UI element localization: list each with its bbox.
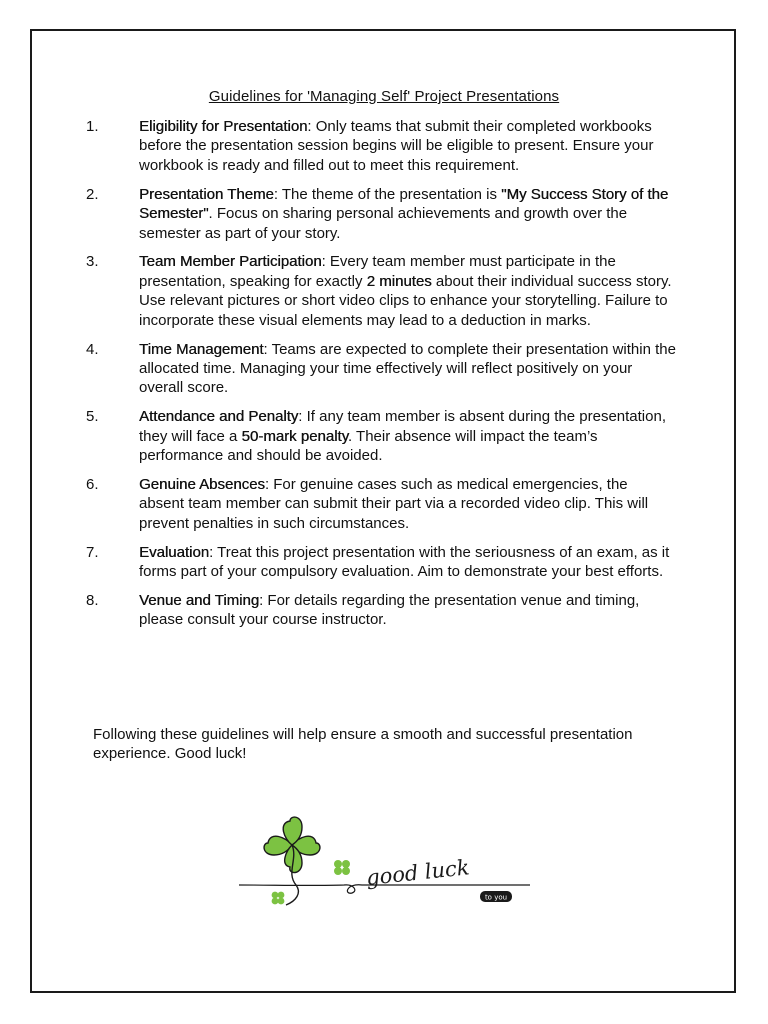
item-term: Venue and Timing (139, 592, 260, 610)
item-body (139, 185, 676, 243)
item-text: : Treat this project presentation with the seriousness of an exam, as it forms part of your compulsory evaluation. Aim to demonstrate your best efforts. (139, 543, 670, 581)
item-body (139, 407, 676, 465)
item-text-continued: about their individual success story. Use relevant pictures or short video clips to enhance your storytelling. Failure to incorporate these visual elements may lead to a deduction in marks. (139, 272, 672, 329)
item-term: Time Management (139, 340, 264, 358)
item-text: : Only teams that submit their completed workbooks before the presentation session begins will be eligible to present. Ensure your workbook is ready and filled out to meet this requirement. (139, 118, 654, 174)
good-luck-text: good luck (365, 855, 471, 890)
four-leaf-clover-icon (264, 817, 320, 905)
list-item (86, 185, 676, 243)
item-body (139, 252, 676, 330)
small-clover-icon (334, 860, 350, 875)
item-number: 2. (86, 185, 99, 203)
list-item (86, 591, 676, 630)
item-emphasis: 50-mark penalty (241, 427, 348, 445)
list-item (86, 543, 676, 582)
item-emphasis: "My Success Story of the Semester" (139, 185, 669, 223)
item-body (139, 591, 676, 630)
item-text: : Teams are expected to complete their presentation within the allocated time. Managing your time effectively will reflect positively on your overall score. (139, 340, 676, 397)
item-text: : For genuine cases such as medical emergencies, the absent team member can submit their part via a recorded video clip. This will prevent penalties in such circumstances. (139, 476, 649, 532)
item-number: 7. (86, 543, 99, 561)
item-term: Presentation Theme (139, 185, 274, 203)
item-text: : For details regarding the presentation venue and timing, please consult your course instructor. (139, 592, 640, 629)
good-luck-illustration (234, 805, 544, 915)
item-body (139, 475, 676, 533)
item-term: Team Member Participation (139, 253, 322, 271)
item-text: : Every team member must participate in the presentation, speaking for exactly (139, 253, 616, 290)
list-item (86, 117, 676, 175)
item-term: Evaluation (139, 543, 210, 561)
page-title: Guidelines for 'Managing Self' Project Presentations (208, 88, 560, 105)
item-number: 5. (86, 408, 99, 426)
item-text: : If any team member is absent during the presentation, they will face a (139, 408, 666, 445)
item-body (139, 340, 676, 398)
item-text-continued: . Their absence will impact the team’s performance and should be avoided. (139, 427, 598, 465)
item-text: : The theme of the presentation is (273, 185, 502, 203)
item-body (139, 543, 676, 582)
item-number: 6. (86, 476, 99, 493)
small-clover-icon (272, 892, 285, 905)
to-you-text: to you (484, 893, 508, 902)
list-item (86, 252, 676, 330)
item-emphasis: 2 minutes (366, 272, 432, 290)
item-number: 8. (86, 592, 99, 610)
item-number: 4. (86, 340, 99, 358)
item-text-continued: . Focus on sharing personal achievements and growth over the semester as part of your story. (139, 205, 628, 242)
closing-paragraph: Following these guidelines will help ensure a smooth and successful presentation experience. Good luck! (93, 726, 633, 763)
list-item (86, 340, 676, 398)
item-body (139, 117, 676, 175)
item-term: Eligibility for Presentation (139, 118, 308, 135)
good-luck-graphic (234, 805, 544, 915)
guidelines-list (86, 117, 676, 639)
list-item (86, 407, 676, 465)
item-number: 3. (86, 253, 99, 271)
item-number: 1. (86, 118, 99, 135)
item-term: Attendance and Penalty (139, 408, 299, 426)
item-term: Genuine Absences (139, 476, 265, 493)
list-item (86, 475, 676, 533)
